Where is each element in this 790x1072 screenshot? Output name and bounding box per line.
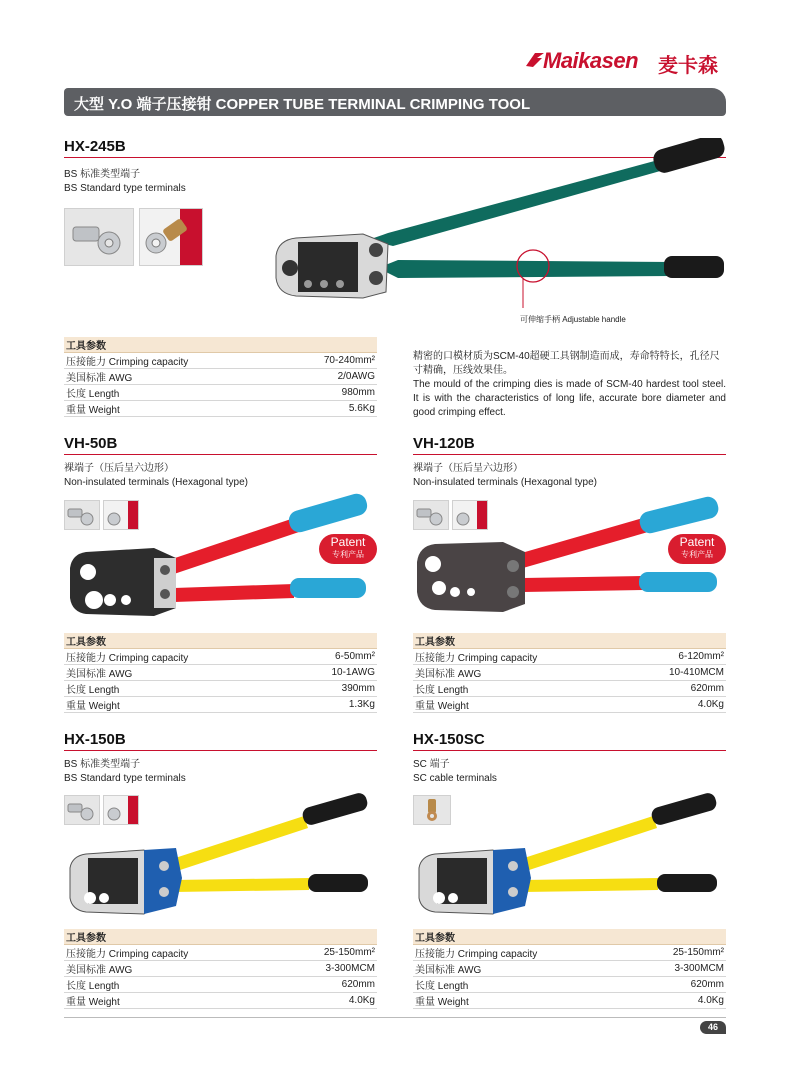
spec-value: 980mm bbox=[282, 385, 377, 401]
spec-value: 4.0Kg bbox=[282, 993, 377, 1009]
spec-label: 压接能力 Crimping capacity bbox=[413, 945, 631, 961]
spec-value: 25-150mm² bbox=[282, 945, 377, 961]
spec-value: 10-1AWG bbox=[291, 665, 377, 681]
page-title: 大型 Y.O 端子压接钳 COPPER TUBE TERMINAL CRIMPING TOOL bbox=[74, 96, 531, 113]
spec-row bbox=[64, 401, 377, 417]
type-cn: 裸端子（压后呈六边形） bbox=[413, 463, 523, 474]
spec-table-vh50b bbox=[64, 633, 377, 713]
spec-row bbox=[64, 697, 377, 713]
type-en: BS Standard type terminals bbox=[64, 773, 186, 784]
spec-row bbox=[413, 945, 726, 961]
footer-rule bbox=[64, 1017, 726, 1018]
spec-label: 压接能力 Crimping capacity bbox=[413, 649, 626, 665]
patent-badge bbox=[319, 534, 377, 564]
model-vh120b: VH-120B bbox=[413, 435, 475, 452]
patent-label-cn: 专利产品 bbox=[332, 550, 364, 559]
terminal-image bbox=[64, 208, 134, 266]
spec-value: 620mm bbox=[631, 977, 726, 993]
crimped-terminal-icon bbox=[140, 209, 202, 265]
spec-value: 3-300MCM bbox=[631, 961, 726, 977]
spec-label: 重量 Weight bbox=[64, 401, 282, 417]
spec-label: 压接能力 Crimping capacity bbox=[64, 945, 282, 961]
type-en: BS Standard type terminals bbox=[64, 183, 186, 194]
spec-row bbox=[413, 665, 726, 681]
spec-row bbox=[64, 353, 377, 369]
ring-terminal-icon bbox=[65, 209, 133, 265]
spec-label: 长度 Length bbox=[64, 385, 282, 401]
description-en: The mould of the crimping dies is made of SCM-40 hardest tool steel. It is with the characteristics of long life, accurate bore diameter and good crimping effect. bbox=[413, 379, 726, 418]
title-banner bbox=[64, 88, 726, 116]
spec-label: 重量 Weight bbox=[64, 993, 282, 1009]
spec-value: 620mm bbox=[626, 681, 726, 697]
spec-value: 6-120mm² bbox=[626, 649, 726, 665]
brand-name: Maikasen bbox=[543, 48, 639, 73]
spec-label: 长度 Length bbox=[413, 977, 631, 993]
spec-value: 620mm bbox=[282, 977, 377, 993]
model-hx150sc: HX-150SC bbox=[413, 731, 485, 748]
spec-label: 美国标准 AWG bbox=[413, 665, 626, 681]
model-vh50b: VH-50B bbox=[64, 435, 118, 452]
spec-label: 美国标准 AWG bbox=[64, 665, 291, 681]
spec-value: 5.6Kg bbox=[282, 401, 377, 417]
spec-table-hx150sc bbox=[413, 929, 726, 1009]
type-cn: BS 标准类型端子 bbox=[64, 759, 141, 770]
spec-label: 重量 Weight bbox=[413, 993, 631, 1009]
spec-row bbox=[413, 649, 726, 665]
spec-label: 长度 Length bbox=[64, 681, 291, 697]
spec-value: 10-410MCM bbox=[626, 665, 726, 681]
spec-label: 美国标准 AWG bbox=[413, 961, 631, 977]
brand-name-cn: 麦卡森 bbox=[658, 55, 718, 77]
spec-row bbox=[64, 665, 377, 681]
type-en: SC cable terminals bbox=[413, 773, 497, 784]
spec-row bbox=[64, 977, 377, 993]
spec-header: 工具参数 bbox=[413, 929, 726, 945]
spec-value: 6-50mm² bbox=[291, 649, 377, 665]
type-cn: 裸端子（压后呈六边形） bbox=[64, 463, 174, 474]
spec-row bbox=[64, 945, 377, 961]
spec-label: 美国标准 AWG bbox=[64, 369, 282, 385]
spec-header: 工具参数 bbox=[64, 337, 377, 353]
spec-value: 25-150mm² bbox=[631, 945, 726, 961]
spec-label: 长度 Length bbox=[64, 977, 282, 993]
handle-note: 可伸缩手柄 Adjustable handle bbox=[520, 315, 626, 324]
spec-row bbox=[413, 697, 726, 713]
section-rule bbox=[413, 750, 726, 751]
spec-table-hx150b bbox=[64, 929, 377, 1009]
type-cn: BS 标准类型端子 bbox=[64, 169, 141, 180]
brand-wing-icon bbox=[525, 50, 545, 70]
terminal-crimped-image bbox=[139, 208, 203, 266]
spec-row bbox=[413, 961, 726, 977]
tool-image-hx150b bbox=[64, 788, 377, 928]
patent-label: Patent bbox=[330, 535, 366, 549]
spec-row bbox=[413, 681, 726, 697]
spec-label: 美国标准 AWG bbox=[64, 961, 282, 977]
spec-label: 压接能力 Crimping capacity bbox=[64, 353, 282, 369]
section-rule bbox=[64, 750, 377, 751]
description-cn: 精密的口模材质为SCM-40超硬工具钢制造而成，寿命特特长，孔径尺寸精确，压线效果佳。 bbox=[413, 351, 720, 376]
page-number: 46 bbox=[700, 1021, 726, 1034]
spec-table-vh120b bbox=[413, 633, 726, 713]
section-rule bbox=[413, 454, 726, 455]
brand-logo bbox=[525, 46, 735, 76]
spec-label: 压接能力 Crimping capacity bbox=[64, 649, 291, 665]
spec-row bbox=[64, 961, 377, 977]
spec-value: 2/0AWG bbox=[282, 369, 377, 385]
spec-header: 工具参数 bbox=[64, 633, 377, 649]
spec-value: 3-300MCM bbox=[282, 961, 377, 977]
type-en: Non-insulated terminals (Hexagonal type) bbox=[64, 477, 248, 488]
spec-value: 390mm bbox=[291, 681, 377, 697]
spec-row bbox=[413, 993, 726, 1009]
spec-row bbox=[64, 385, 377, 401]
spec-value: 1.3Kg bbox=[291, 697, 377, 713]
spec-header: 工具参数 bbox=[413, 633, 726, 649]
type-en: Non-insulated terminals (Hexagonal type) bbox=[413, 477, 597, 488]
patent-badge bbox=[668, 534, 726, 564]
spec-value: 4.0Kg bbox=[631, 993, 726, 1009]
tool-image-hx245b bbox=[268, 138, 728, 328]
type-cn: SC 端子 bbox=[413, 759, 450, 770]
spec-label: 长度 Length bbox=[413, 681, 626, 697]
spec-value: 4.0Kg bbox=[626, 697, 726, 713]
spec-row bbox=[64, 369, 377, 385]
spec-row bbox=[413, 977, 726, 993]
spec-row bbox=[64, 649, 377, 665]
model-hx245b: HX-245B bbox=[64, 138, 126, 155]
patent-label-cn: 专利产品 bbox=[681, 550, 713, 559]
spec-table-hx245b bbox=[64, 337, 377, 417]
spec-row bbox=[64, 993, 377, 1009]
tool-image-hx150sc bbox=[413, 788, 726, 928]
section-rule bbox=[64, 454, 377, 455]
patent-label: Patent bbox=[679, 535, 715, 549]
spec-row bbox=[64, 681, 377, 697]
model-hx150b: HX-150B bbox=[64, 731, 126, 748]
spec-label: 重量 Weight bbox=[413, 697, 626, 713]
spec-header: 工具参数 bbox=[64, 929, 377, 945]
spec-label: 重量 Weight bbox=[64, 697, 291, 713]
spec-value: 70-240mm² bbox=[282, 353, 377, 369]
